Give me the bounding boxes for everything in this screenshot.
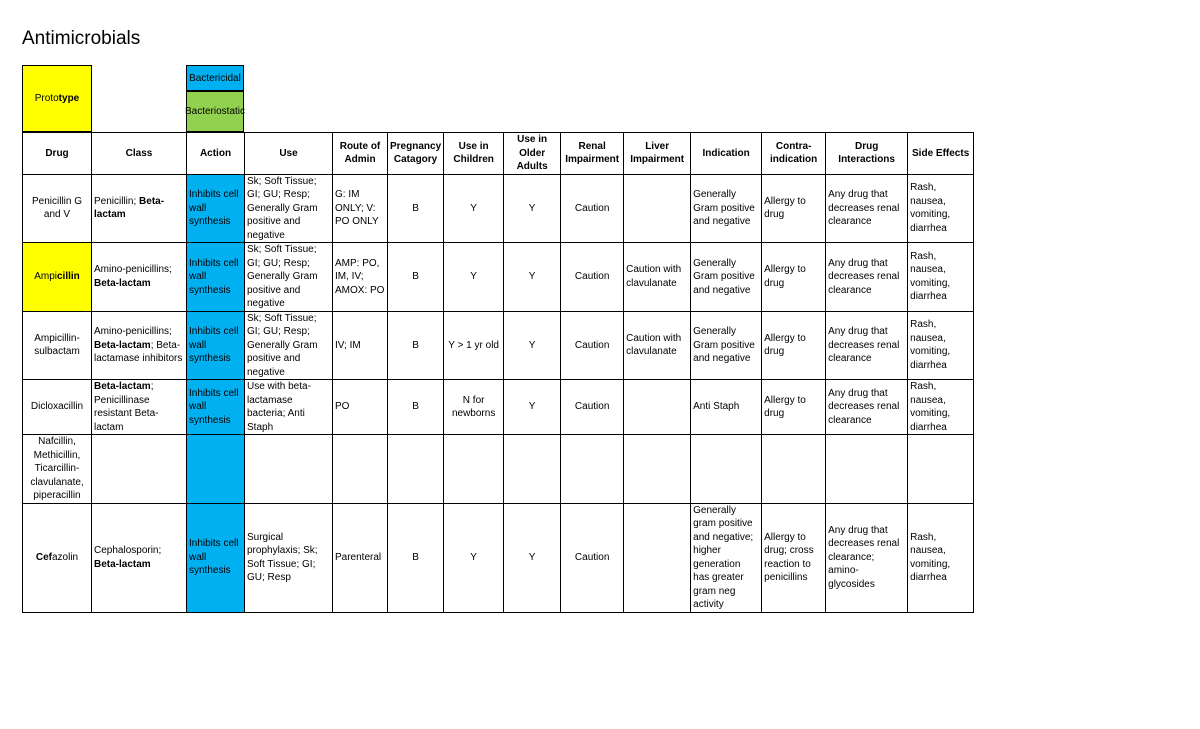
cell-liver [624, 435, 691, 504]
cell-drug: Dicloxacillin [23, 380, 92, 435]
cell-contraindication: Allergy to drug [762, 311, 826, 380]
header-pregnancy: Pregnancy Catagory [388, 133, 444, 175]
header-route: Route of Admin [333, 133, 388, 175]
cell-side-effects: Rash, nausea, vomiting, diarrhea [908, 243, 974, 312]
cell-children: Y [444, 503, 504, 612]
cell-pregnancy: B [388, 311, 444, 380]
cell-action [187, 435, 245, 504]
cell-route [333, 435, 388, 504]
cell-older-adults: Y [504, 311, 561, 380]
cell-use: Sk; Soft Tissue; GI; GU; Resp; Generally Gram positive and negative [245, 311, 333, 380]
cell-route: IV; IM [333, 311, 388, 380]
cell-older-adults: Y [504, 503, 561, 612]
cell-side-effects: Rash, nausea, vomiting, diarrhea [908, 380, 974, 435]
cell-contraindication: Allergy to drug [762, 243, 826, 312]
cell-action: Inhibits cell wall synthesis [187, 503, 245, 612]
legend-prototype-label: Prototype [34, 93, 80, 104]
cell-renal: Caution [561, 380, 624, 435]
cell-use: Sk; Soft Tissue; GI; GU; Resp; Generally Gram positive and negative [245, 174, 333, 243]
cell-class: Penicillin; Beta-lactam [92, 174, 187, 243]
legend-bacteriostatic: Bacteriostatic [186, 91, 244, 132]
header-class: Class [92, 133, 187, 175]
cell-side-effects: Rash, nausea, vomiting, diarrhea [908, 311, 974, 380]
cell-drug: Penicillin G and V [23, 174, 92, 243]
cell-pregnancy [388, 435, 444, 504]
cell-action: Inhibits cell wall synthesis [187, 243, 245, 312]
cell-renal: Caution [561, 174, 624, 243]
cell-route: G: IM ONLY; V: PO ONLY [333, 174, 388, 243]
cell-action: Inhibits cell wall synthesis [187, 311, 245, 380]
header-contraindication: Contra-indication [762, 133, 826, 175]
cell-side-effects: Rash, nausea, vomiting, diarrhea [908, 503, 974, 612]
legend-prototype [22, 65, 92, 132]
cell-children: Y [444, 174, 504, 243]
cell-indication: Anti Staph [691, 380, 762, 435]
table-row [23, 503, 974, 612]
cell-class: Amino-penicillins; Beta-lactam [92, 243, 187, 312]
header-row [23, 133, 974, 175]
cell-pregnancy: B [388, 174, 444, 243]
cell-indication: Generally Gram positive and negative [691, 174, 762, 243]
cell-contraindication: Allergy to drug; cross reaction to penicillins [762, 503, 826, 612]
cell-use [245, 435, 333, 504]
cell-interactions: Any drug that decreases renal clearance [826, 311, 908, 380]
header-older-adults: Use in Older Adults [504, 133, 561, 175]
cell-contraindication [762, 435, 826, 504]
cell-drug: Cefazolin [23, 503, 92, 612]
cell-older-adults [504, 435, 561, 504]
header-action: Action [187, 133, 245, 175]
cell-interactions: Any drug that decreases renal clearance; amino-glycosides [826, 503, 908, 612]
cell-contraindication: Allergy to drug [762, 174, 826, 243]
cell-use: Sk; Soft Tissue; GI; GU; Resp; Generally Gram positive and negative [245, 243, 333, 312]
cell-pregnancy: B [388, 503, 444, 612]
cell-action: Inhibits cell wall synthesis [187, 380, 245, 435]
cell-route: PO [333, 380, 388, 435]
cell-indication: Generally Gram positive and negative [691, 311, 762, 380]
table-row [23, 243, 974, 312]
cell-interactions [826, 435, 908, 504]
cell-older-adults: Y [504, 243, 561, 312]
cell-liver [624, 503, 691, 612]
cell-liver: Caution with clavulanate [624, 311, 691, 380]
cell-children: Y [444, 243, 504, 312]
cell-children [444, 435, 504, 504]
cell-drug: Ampicillin-sulbactam [23, 311, 92, 380]
cell-renal: Caution [561, 503, 624, 612]
cell-pregnancy: B [388, 243, 444, 312]
cell-route: AMP: PO, IM, IV; AMOX: PO [333, 243, 388, 312]
cell-route: Parenteral [333, 503, 388, 612]
cell-older-adults: Y [504, 174, 561, 243]
table-row [23, 435, 974, 504]
cell-action: Inhibits cell wall synthesis [187, 174, 245, 243]
cell-liver [624, 380, 691, 435]
header-liver: Liver Impairment [624, 133, 691, 175]
cell-children: N for newborns [444, 380, 504, 435]
cell-drug: Ampicillin [23, 243, 92, 312]
cell-renal [561, 435, 624, 504]
header-interactions: Drug Interactions [826, 133, 908, 175]
table-row [23, 311, 974, 380]
cell-contraindication: Allergy to drug [762, 380, 826, 435]
cell-side-effects [908, 435, 974, 504]
cell-indication [691, 435, 762, 504]
header-indication: Indication [691, 133, 762, 175]
cell-class: Cephalosporin; Beta-lactam [92, 503, 187, 612]
cell-class [92, 435, 187, 504]
cell-class: Amino-penicillins; Beta-lactam; Beta-lactamase inhibitors [92, 311, 187, 380]
table-row [23, 174, 974, 243]
antimicrobials-table [22, 132, 974, 613]
header-use: Use [245, 133, 333, 175]
cell-indication: Generally gram positive and negative; higher generation has greater gram neg activity [691, 503, 762, 612]
header-children: Use in Children [444, 133, 504, 175]
cell-renal: Caution [561, 311, 624, 380]
cell-liver: Caution with clavulanate [624, 243, 691, 312]
cell-indication: Generally Gram positive and negative [691, 243, 762, 312]
table-row [23, 380, 974, 435]
cell-interactions: Any drug that decreases renal clearance [826, 174, 908, 243]
cell-interactions: Any drug that decreases renal clearance [826, 243, 908, 312]
cell-pregnancy: B [388, 380, 444, 435]
header-renal: Renal Impairment [561, 133, 624, 175]
cell-drug: Nafcillin, Methicillin, Ticarcillin-clavulanate, piperacillin [23, 435, 92, 504]
cell-liver [624, 174, 691, 243]
legend-bactericidal: Bactericidal [186, 65, 244, 91]
header-side-effects: Side Effects [908, 133, 974, 175]
cell-older-adults: Y [504, 380, 561, 435]
cell-interactions: Any drug that decreases renal clearance [826, 380, 908, 435]
header-drug: Drug [23, 133, 92, 175]
cell-side-effects: Rash, nausea, vomiting, diarrhea [908, 174, 974, 243]
cell-use: Surgical prophylaxis; Sk; Soft Tissue; GI; GU; Resp [245, 503, 333, 612]
cell-children: Y > 1 yr old [444, 311, 504, 380]
cell-class: Beta-lactam; Penicillinase resistant Beta-lactam [92, 380, 187, 435]
cell-renal: Caution [561, 243, 624, 312]
page-title: Antimicrobials [22, 28, 141, 49]
cell-use: Use with beta-lactamase bacteria; Anti Staph [245, 380, 333, 435]
